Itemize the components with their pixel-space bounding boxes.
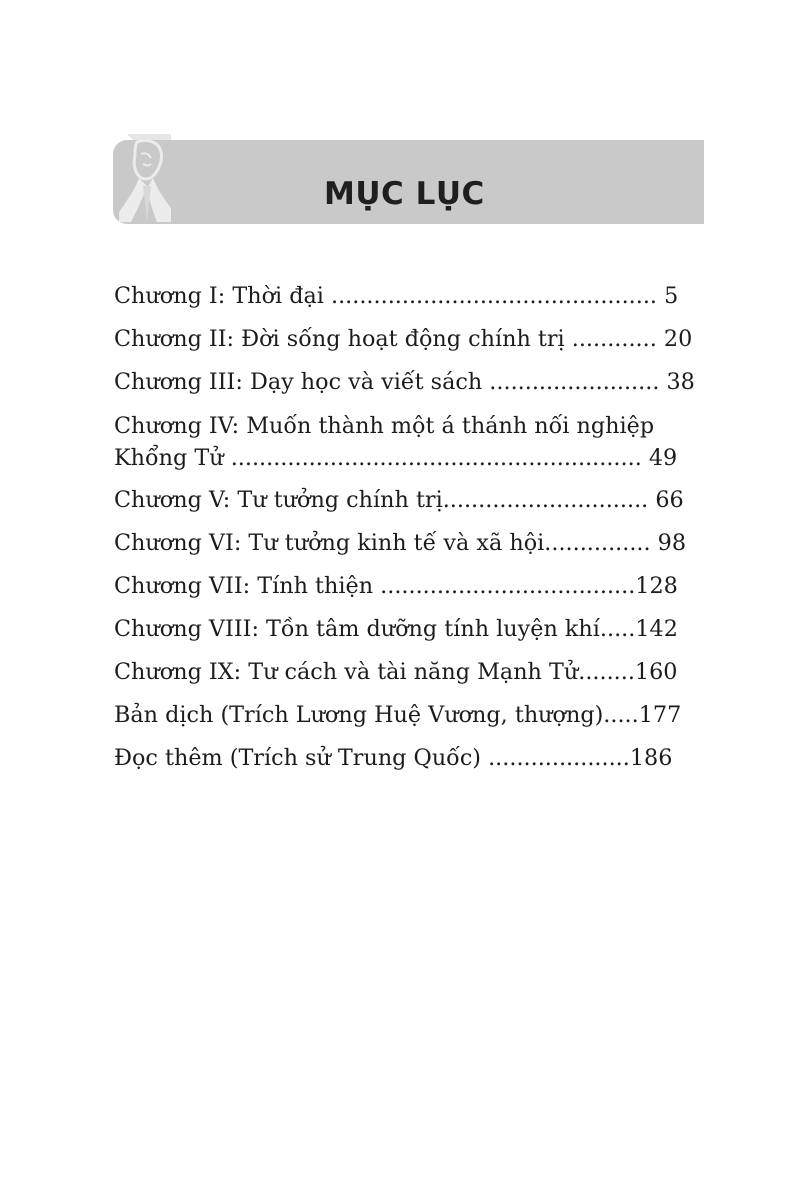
toc-entry-translation[interactable] xyxy=(114,694,690,737)
toc-entry-text-line-1: Chương IV: Muốn thành một á thánh nối nghiệp xyxy=(114,413,655,439)
page-title: MỤC LỤC xyxy=(324,176,485,212)
toc-entry-chapter-9[interactable] xyxy=(114,651,690,694)
toc-entry-chapter-7[interactable] xyxy=(114,565,690,608)
toc-entry-chapter-5[interactable] xyxy=(114,479,690,522)
toc-entry-text: Chương VIII: Tồn tâm dưỡng tính luyện khí.....142 xyxy=(114,616,678,642)
toc-entry-chapter-8[interactable] xyxy=(114,608,690,651)
toc-entry-text: Chương VII: Tính thiện ....................................128 xyxy=(114,573,678,599)
toc-entry-further-reading[interactable] xyxy=(114,737,690,780)
toc-entry-text: Chương I: Thời đại .............................................. 5 xyxy=(114,283,679,309)
toc-entry-text: Chương V: Tư tưởng chính trị............................. 66 xyxy=(114,487,684,513)
toc-entry-chapter-6[interactable] xyxy=(114,522,690,565)
toc-entry-text-line-2: Khổng Tử .......................................................... 49 xyxy=(114,445,678,471)
toc-entry-chapter-4[interactable] xyxy=(114,404,690,479)
toc-entry-text: Đọc thêm (Trích sử Trung Quốc) ....................186 xyxy=(114,745,673,771)
toc-entry-chapter-2[interactable] xyxy=(114,318,693,361)
toc-entry-text: Chương VI: Tư tưởng kinh tế và xã hội............... 98 xyxy=(114,530,687,556)
table-of-contents xyxy=(114,275,695,780)
scholar-portrait-icon xyxy=(113,130,179,226)
toc-entry-chapter-3[interactable] xyxy=(114,361,695,404)
toc-entry-text: Chương III: Dạy học và viết sách ........................ 38 xyxy=(114,369,695,395)
toc-entry-text: Bản dịch (Trích Lương Huệ Vương, thượng).....177 xyxy=(114,702,682,728)
toc-entry-chapter-1[interactable] xyxy=(114,275,690,318)
toc-entry-text: Chương IX: Tư cách và tài năng Mạnh Tử........160 xyxy=(114,659,678,685)
toc-entry-text: Chương II: Đời sống hoạt động chính trị ............ 20 xyxy=(114,326,693,352)
